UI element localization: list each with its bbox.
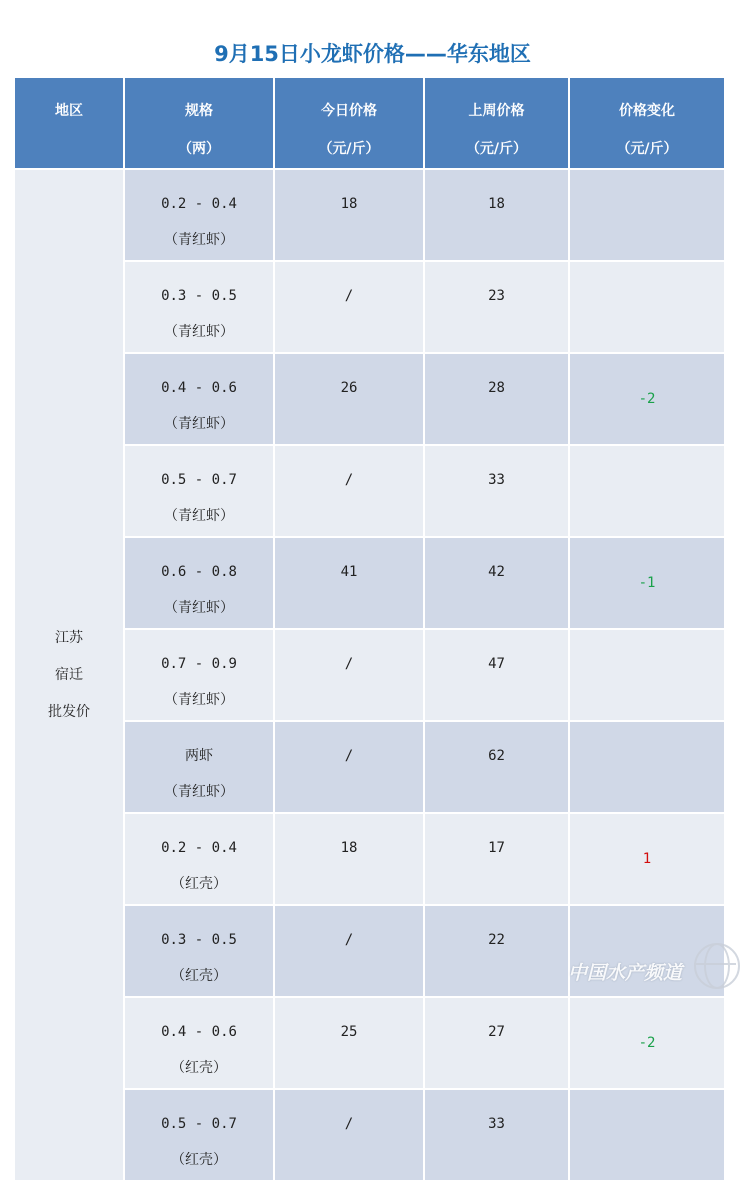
today-price: 41 [340, 564, 358, 580]
last-week-price-cell [424, 445, 569, 537]
price-change-cell [569, 261, 725, 353]
price-change: -2 [638, 391, 656, 407]
last-week-price-cell [424, 353, 569, 445]
header-spec: 规格 （两） [124, 77, 274, 169]
last-week-price-cell [424, 997, 569, 1089]
spec-type: （青红虾） [164, 232, 234, 248]
price-table [13, 76, 726, 1182]
today-price: 18 [340, 196, 358, 212]
spec-type: （青红虾） [164, 600, 234, 616]
last-week-price: 17 [488, 840, 505, 856]
today-price: / [344, 932, 354, 948]
price-change-cell [569, 1089, 725, 1181]
spec-cell [124, 261, 274, 353]
last-week-price: 42 [488, 564, 505, 580]
spec-cell [124, 445, 274, 537]
spec-cell [124, 997, 274, 1089]
last-week-price: 18 [488, 196, 505, 212]
today-price-cell [274, 353, 424, 445]
spec-size: 0.6 - 0.8 [161, 564, 237, 580]
price-change-cell [569, 997, 725, 1089]
spec-size: 0.7 - 0.9 [161, 656, 237, 672]
today-price-cell [274, 445, 424, 537]
spec-size: 0.2 - 0.4 [161, 196, 237, 212]
last-week-price-cell [424, 169, 569, 261]
last-week-price: 47 [488, 656, 505, 672]
today-price: / [344, 748, 354, 764]
spec-size: 0.4 - 0.6 [161, 380, 237, 396]
spec-type: （红壳） [171, 968, 227, 984]
region-cell [14, 169, 124, 1181]
last-week-price: 23 [488, 288, 505, 304]
today-price: / [344, 1116, 354, 1132]
spec-size: 0.2 - 0.4 [161, 840, 237, 856]
last-week-price-cell [424, 721, 569, 813]
header-price-change: 价格变化 （元/斤） [569, 77, 725, 169]
spec-type: （红壳） [171, 1060, 227, 1076]
table-header-row [14, 77, 725, 169]
today-price-cell [274, 169, 424, 261]
header-last-week-price: 上周价格 （元/斤） [424, 77, 569, 169]
region-province: 江苏 [55, 629, 83, 646]
last-week-price: 28 [488, 380, 505, 396]
globe-icon [694, 943, 740, 989]
today-price: 18 [340, 840, 358, 856]
price-change-cell [569, 813, 725, 905]
price-change-cell [569, 169, 725, 261]
header-today-price: 今日价格 （元/斤） [274, 77, 424, 169]
last-week-price-cell [424, 813, 569, 905]
spec-cell [124, 537, 274, 629]
price-change-cell [569, 537, 725, 629]
region-city: 宿迁 [55, 666, 83, 683]
today-price: 26 [340, 380, 358, 396]
today-price-cell [274, 997, 424, 1089]
spec-cell [124, 169, 274, 261]
spec-type: （青红虾） [164, 324, 234, 340]
today-price: / [344, 472, 354, 488]
table-row [14, 169, 725, 261]
spec-type: （青红虾） [164, 508, 234, 524]
spec-type: （青红虾） [164, 784, 234, 800]
spec-cell [124, 353, 274, 445]
price-change-cell [569, 721, 725, 813]
spec-cell [124, 813, 274, 905]
price-change-cell [569, 353, 725, 445]
last-week-price: 62 [488, 748, 505, 764]
price-change-cell [569, 445, 725, 537]
spec-type: （红壳） [171, 1152, 227, 1168]
price-change-cell [569, 629, 725, 721]
spec-size: 0.4 - 0.6 [161, 1024, 237, 1040]
price-change: -1 [638, 575, 656, 591]
spec-cell [124, 629, 274, 721]
price-change: -2 [638, 1035, 656, 1051]
today-price: / [344, 656, 354, 672]
today-price-cell [274, 905, 424, 997]
spec-cell [124, 905, 274, 997]
price-change: 1 [642, 851, 652, 867]
region-price-type: 批发价 [48, 703, 90, 720]
page-title: 9月15日小龙虾价格——华东地区 [214, 42, 531, 66]
spec-size: 两虾 [185, 748, 213, 764]
spec-size: 0.5 - 0.7 [161, 472, 237, 488]
spec-size: 0.3 - 0.5 [161, 932, 237, 948]
today-price-cell [274, 813, 424, 905]
header-region: 地区 [14, 77, 124, 169]
last-week-price: 33 [488, 472, 505, 488]
last-week-price-cell [424, 629, 569, 721]
today-price-cell [274, 1089, 424, 1181]
today-price: 25 [340, 1024, 358, 1040]
spec-size: 0.3 - 0.5 [161, 288, 237, 304]
spec-cell [124, 1089, 274, 1181]
last-week-price-cell [424, 537, 569, 629]
last-week-price: 22 [488, 932, 505, 948]
spec-size: 0.5 - 0.7 [161, 1116, 237, 1132]
spec-cell [124, 721, 274, 813]
today-price-cell [274, 629, 424, 721]
spec-type: （红壳） [171, 876, 227, 892]
watermark: 中国水产频道 [568, 962, 683, 984]
today-price: / [344, 288, 354, 304]
today-price-cell [274, 721, 424, 813]
today-price-cell [274, 537, 424, 629]
last-week-price: 33 [488, 1116, 505, 1132]
today-price-cell [274, 261, 424, 353]
table-body [14, 169, 725, 1181]
spec-type: （青红虾） [164, 692, 234, 708]
last-week-price-cell [424, 261, 569, 353]
last-week-price: 27 [488, 1024, 505, 1040]
spec-type: （青红虾） [164, 416, 234, 432]
last-week-price-cell [424, 905, 569, 997]
last-week-price-cell [424, 1089, 569, 1181]
